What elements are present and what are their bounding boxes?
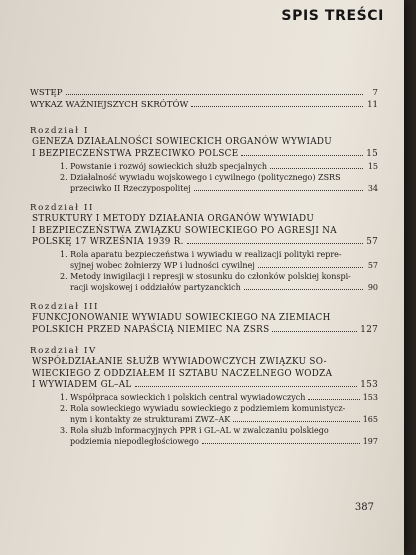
subsection <box>30 392 378 403</box>
toc-page-number: 57 <box>367 261 378 271</box>
chapter-label: Rozdział IV <box>30 345 97 356</box>
leader-dots <box>66 93 363 95</box>
leader-dots <box>187 242 363 244</box>
chapter-label: Rozdział I <box>30 126 89 137</box>
leader-dots <box>241 154 363 156</box>
leader-dots <box>244 288 363 290</box>
toc-entry-text: przeciwko II Rzeczypospolitej <box>70 183 191 193</box>
subsection <box>30 414 378 425</box>
leader-dots <box>202 442 360 444</box>
chapter-2 <box>30 202 378 293</box>
table-of-contents <box>30 88 378 447</box>
toc-page-number: 153 <box>360 380 378 391</box>
leader-dots <box>258 266 363 268</box>
toc-page-number: 7 <box>372 88 378 98</box>
toc-page-number: 11 <box>367 99 378 110</box>
chapter-title-line: WIECKIEGO Z ODDZIAŁEM II SZTABU NACZELNEGO WODZA <box>32 368 333 379</box>
subsection <box>30 436 378 447</box>
page-number: 387 <box>354 502 374 513</box>
toc-page-number: 15 <box>367 161 378 171</box>
toc-entry-text: 1. Współpraca sowieckich i polskich central wywiadowczych <box>60 393 306 403</box>
chapter-title-line: WSPÓŁDZIAŁANIE SŁUŻB WYWIADOWCZYCH ZWIĄZKU SO- <box>32 356 327 367</box>
toc-entry-text: WSTĘP <box>30 88 63 98</box>
page-title: SPIS TREŚCI <box>281 8 384 24</box>
toc-page-number: 15 <box>366 148 378 159</box>
subsection <box>30 282 378 293</box>
subsection <box>30 183 378 194</box>
chapter-title-line: FUNKCJONOWANIE WYWIADU SOWIECKIEGO NA ZIEMIACH <box>32 313 331 324</box>
subsection-line: 1. Rola aparatu bezpieczeństwa i wywiadu w realizacji polityki repre- <box>60 250 342 260</box>
toc-entry-abbreviations <box>30 100 378 112</box>
chapter-title-line: GENEZA DZIAŁALNOŚCI SOWIECKICH ORGANÓW WYWIADU <box>32 137 332 148</box>
toc-page-number: 57 <box>366 237 378 248</box>
chapter-4 <box>30 345 378 447</box>
subsection-line: 2. Działalność wywiadu wojskowego i cywilnego (politycznego) ZSRS <box>60 172 341 182</box>
subsection-line: 3. Rola służb informacyjnych PPR i GL–AL w zwalczaniu polskiego <box>60 426 329 436</box>
toc-entry-text: WYKAZ WAŻNIEJSZYCH SKRÓTÓW <box>30 99 189 110</box>
toc-entry-text: I BEZPIECZEŃSTWA PRZECIWKO POLSCE <box>32 148 239 159</box>
toc-entry-text: nym i kontakty ze strukturami ZWZ–AK <box>70 415 231 425</box>
leader-dots <box>194 189 363 191</box>
toc-entry-text: POLSKICH PRZED NAPAŚCIĄ NIEMIEC NA ZSRS <box>32 324 270 335</box>
chapter-title-line: STRUKTURY I METODY DZIAŁANIA ORGANÓW WYWIADU <box>32 213 315 224</box>
toc-entry-intro <box>30 88 378 100</box>
toc-page-number: 127 <box>360 324 378 335</box>
subsection-line: 2. Metody inwigilacji i represji w stosunku do członków polskiej konspi- <box>60 272 351 282</box>
toc-page-number: 197 <box>362 437 378 447</box>
chapter-title-last <box>30 380 378 392</box>
chapter-3 <box>30 301 378 337</box>
subsection <box>30 161 378 172</box>
toc-page-number: 165 <box>362 415 378 425</box>
leader-dots <box>233 420 360 422</box>
chapter-title-line: I BEZPIECZEŃSTWA ZWIĄZKU SOWIECKIEGO PO AGRESJI NA <box>32 225 337 236</box>
toc-entry-text: 1. Powstanie i rozwój sowieckich służb specjalnych <box>60 161 268 171</box>
toc-entry-text: I WYWIADEM GL–AL <box>32 380 132 391</box>
leader-dots <box>135 385 358 387</box>
chapter-label: Rozdział II <box>30 202 94 213</box>
chapter-title-last <box>30 237 378 249</box>
leader-dots <box>308 398 359 400</box>
chapter-1 <box>30 125 378 194</box>
toc-entry-text: syjnej wobec żołnierzy WP i ludności cywilnej <box>70 261 255 271</box>
chapter-title-last <box>30 149 378 161</box>
toc-page-number: 90 <box>367 283 378 293</box>
leader-dots <box>272 330 357 332</box>
chapter-label: Rozdział III <box>30 302 99 313</box>
chapter-title-last <box>30 325 378 337</box>
leader-dots <box>191 105 363 107</box>
toc-entry-text: POLSKĘ 17 WRZEŚNIA 1939 R. <box>32 237 184 248</box>
toc-page-number: 34 <box>367 183 378 193</box>
subsection <box>30 260 378 271</box>
toc-page-number: 153 <box>362 393 378 403</box>
leader-dots <box>270 167 363 169</box>
toc-entry-text: podziemia niepodległościowego <box>70 437 199 447</box>
toc-entry-text: racji wojskowej i oddziałów partyzanckich <box>70 283 241 293</box>
subsection-line: 2. Rola sowieckiego wywiadu sowieckiego z podziemiem komunistycz- <box>60 404 346 414</box>
